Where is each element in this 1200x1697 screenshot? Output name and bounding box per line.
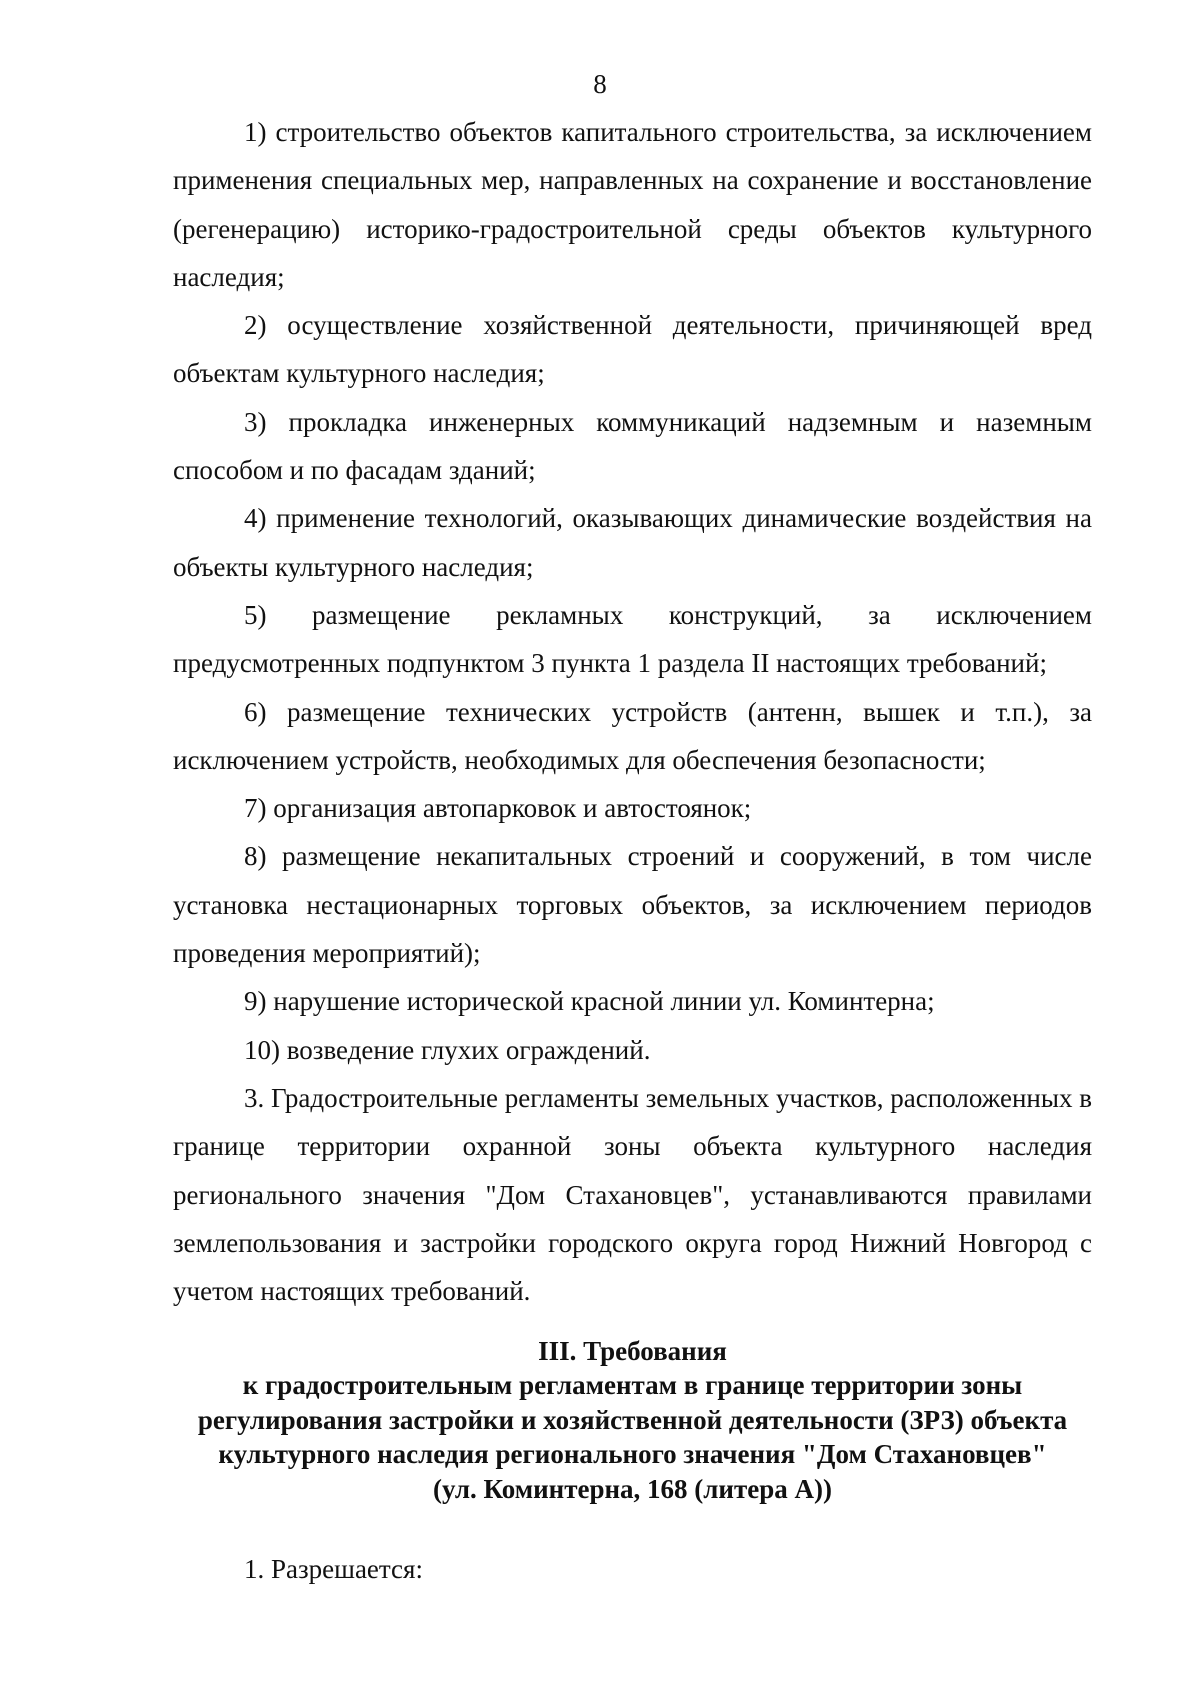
paragraph-item-2: 2) осуществление хозяйственной деятельности, причиняющей вред объектам культурного наследия;	[173, 310, 1092, 389]
document-body	[173, 108, 1092, 1315]
heading-line-2: к градостроительным регламентам в границе территории зоны	[242, 1370, 1023, 1401]
page-number: 8	[593, 69, 607, 99]
permitted-item-heading: 1. Разрешается:	[244, 1554, 423, 1584]
section-heading	[160, 1334, 1105, 1506]
paragraph-item-6: 6) размещение технических устройств (антенн, вышек и т.п.), за исключением устройств, необходимых для обеспечения безопасности;	[173, 696, 1092, 775]
paragraph-item-5: 5) размещение рекламных конструкций, за исключением предусмотренных подпунктом 3 пункта 1 раздела II настоящих требований;	[173, 599, 1092, 679]
heading-line-4: культурного наследия регионального значения "Дом Стахановцев"	[218, 1439, 1047, 1470]
heading-line-3: регулирования застройки и хозяйственной деятельности (ЗРЗ) объекта	[197, 1404, 1068, 1435]
heading-line-5: (ул. Коминтерна, 168 (литера А))	[433, 1473, 832, 1504]
paragraph-item-9: 9) нарушение исторической красной линии ул. Коминтерна;	[244, 986, 935, 1017]
paragraph-item-4: 4) применение технологий, оказывающих динамические воздействия на объекты культурного наследия;	[173, 503, 1092, 582]
paragraph-item-3: 3) прокладка инженерных коммуникаций надземным и наземным способом и по фасадам зданий;	[173, 406, 1092, 486]
paragraph-item-1: 1) строительство объектов капитального строительства, за исключением применения специальных мер, направленных на сохранение и восстановление (регенерацию) историко-градостроительной среды объектов культурного наследия;	[173, 117, 1092, 292]
paragraph-item-8: 8) размещение некапитальных строений и сооружений, в том числе установка нестационарных торговых объектов, за исключением периодов проведения мероприятий);	[173, 841, 1092, 969]
paragraph-section-3: 3. Градостроительные регламенты земельных участков, расположенных в границе территории охранной зоны объекта культурного наследия регионального значения "Дом Стахановцев", устанавливаются правилами землепользования и застройки городского округа город Нижний Новгород с учетом настоящих требований.	[173, 1082, 1092, 1307]
heading-line-1: III. Требования	[538, 1336, 727, 1366]
paragraph-item-10: 10) возведение глухих ограждений.	[244, 1034, 651, 1065]
paragraph-item-7: 7) организация автопарковок и автостоянок;	[244, 793, 752, 824]
